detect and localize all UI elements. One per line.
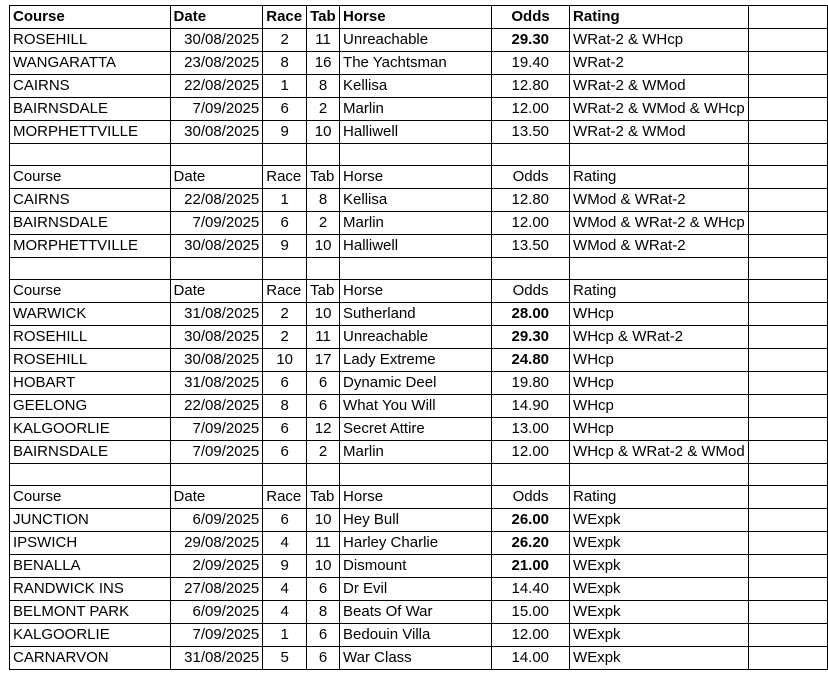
empty-cell[interactable]	[748, 372, 827, 395]
cell-rating[interactable]: WHcp & WRat-2 & WMod	[570, 441, 749, 464]
cell-race[interactable]: 8	[263, 52, 307, 75]
cell-tab[interactable]: 8	[307, 75, 340, 98]
empty-cell[interactable]	[170, 144, 263, 166]
cell-race[interactable]: 1	[263, 624, 307, 647]
cell-odds[interactable]: 14.00	[492, 647, 570, 670]
empty-cell[interactable]	[570, 144, 749, 166]
cell-date[interactable]: 23/08/2025	[170, 52, 263, 75]
table-row	[10, 29, 828, 52]
spreadsheet-table	[9, 5, 828, 670]
empty-cell[interactable]	[748, 189, 827, 212]
cell-date[interactable]: 7/09/2025	[170, 624, 263, 647]
cell-odds[interactable]: 13.50	[492, 235, 570, 258]
cell-race[interactable]: 9	[263, 235, 307, 258]
empty-cell[interactable]	[748, 441, 827, 464]
cell-horse[interactable]: Dismount	[340, 555, 492, 578]
cell-course[interactable]: BENALLA	[10, 555, 171, 578]
table-row	[10, 98, 828, 121]
header-cell-course[interactable]: Course	[10, 166, 171, 189]
header-cell-rating[interactable]: Rating	[570, 486, 749, 509]
cell-odds[interactable]: 12.00	[492, 98, 570, 121]
cell-tab[interactable]: 12	[307, 418, 340, 441]
empty-cell[interactable]	[10, 144, 171, 166]
empty-cell[interactable]	[307, 464, 340, 486]
cell-tab[interactable]: 11	[307, 29, 340, 52]
cell-race[interactable]: 9	[263, 121, 307, 144]
cell-race[interactable]: 2	[263, 303, 307, 326]
header-cell-course[interactable]: Course	[10, 486, 171, 509]
cell-odds[interactable]: 13.00	[492, 418, 570, 441]
cell-odds[interactable]: 28.00	[492, 303, 570, 326]
empty-cell[interactable]	[748, 578, 827, 601]
empty-cell[interactable]	[748, 395, 827, 418]
cell-rating[interactable]: WRat-2 & WHcp	[570, 29, 749, 52]
blank-row	[10, 464, 828, 486]
empty-cell[interactable]	[748, 418, 827, 441]
empty-cell[interactable]	[492, 144, 570, 166]
cell-horse[interactable]: Marlin	[340, 441, 492, 464]
empty-cell[interactable]	[748, 166, 827, 189]
cell-race[interactable]: 6	[263, 441, 307, 464]
blank-row	[10, 258, 828, 280]
empty-cell[interactable]	[10, 464, 171, 486]
cell-odds[interactable]: 12.00	[492, 441, 570, 464]
cell-race[interactable]: 10	[263, 349, 307, 372]
cell-horse[interactable]: Marlin	[340, 98, 492, 121]
cell-odds[interactable]: 21.00	[492, 555, 570, 578]
cell-horse[interactable]: Halliwell	[340, 121, 492, 144]
cell-tab[interactable]: 11	[307, 532, 340, 555]
cell-rating[interactable]: WExpk	[570, 532, 749, 555]
empty-cell[interactable]	[748, 464, 827, 486]
empty-cell[interactable]	[748, 509, 827, 532]
header-row	[10, 280, 828, 303]
empty-cell[interactable]	[748, 75, 827, 98]
empty-cell[interactable]	[748, 280, 827, 303]
empty-cell[interactable]	[748, 6, 827, 29]
header-cell-tab[interactable]: Tab	[307, 280, 340, 303]
cell-tab[interactable]: 6	[307, 624, 340, 647]
header-cell-horse[interactable]: Horse	[340, 6, 492, 29]
cell-date[interactable]: 22/08/2025	[170, 395, 263, 418]
cell-rating[interactable]: WRat-2 & WMod	[570, 121, 749, 144]
table-row	[10, 555, 828, 578]
cell-rating[interactable]: WExpk	[570, 555, 749, 578]
cell-horse[interactable]: Halliwell	[340, 235, 492, 258]
cell-race[interactable]: 6	[263, 372, 307, 395]
empty-cell[interactable]	[748, 647, 827, 670]
cell-odds[interactable]: 14.40	[492, 578, 570, 601]
cell-rating[interactable]: WRat-2	[570, 52, 749, 75]
table-row	[10, 303, 828, 326]
cell-horse[interactable]: Beats Of War	[340, 601, 492, 624]
cell-horse[interactable]: Sutherland	[340, 303, 492, 326]
empty-cell[interactable]	[748, 486, 827, 509]
cell-horse[interactable]: Harley Charlie	[340, 532, 492, 555]
table-row	[10, 372, 828, 395]
empty-cell[interactable]	[570, 258, 749, 280]
cell-race[interactable]: 6	[263, 212, 307, 235]
table-row	[10, 212, 828, 235]
empty-cell[interactable]	[307, 144, 340, 166]
cell-tab[interactable]: 8	[307, 189, 340, 212]
header-cell-race[interactable]: Race	[263, 280, 307, 303]
cell-tab[interactable]: 6	[307, 578, 340, 601]
header-cell-date[interactable]: Date	[170, 280, 263, 303]
cell-horse[interactable]: Unreachable	[340, 326, 492, 349]
cell-date[interactable]: 30/08/2025	[170, 121, 263, 144]
blank-row	[10, 144, 828, 166]
cell-course[interactable]: ROSEHILL	[10, 29, 171, 52]
empty-cell[interactable]	[307, 258, 340, 280]
cell-odds[interactable]: 29.30	[492, 29, 570, 52]
table-row	[10, 326, 828, 349]
cell-race[interactable]: 6	[263, 98, 307, 121]
cell-rating[interactable]: WHcp	[570, 395, 749, 418]
cell-rating[interactable]: WHcp	[570, 303, 749, 326]
header-cell-odds[interactable]: Odds	[492, 6, 570, 29]
cell-horse[interactable]: War Class	[340, 647, 492, 670]
header-cell-odds[interactable]: Odds	[492, 486, 570, 509]
empty-cell[interactable]	[263, 144, 307, 166]
cell-tab[interactable]: 16	[307, 52, 340, 75]
cell-tab[interactable]: 17	[307, 349, 340, 372]
cell-horse[interactable]: Hey Bull	[340, 509, 492, 532]
header-cell-odds[interactable]: Odds	[492, 280, 570, 303]
empty-cell[interactable]	[748, 29, 827, 52]
cell-rating[interactable]: WHcp	[570, 418, 749, 441]
cell-rating[interactable]: WExpk	[570, 578, 749, 601]
cell-tab[interactable]: 6	[307, 372, 340, 395]
cell-race[interactable]: 1	[263, 189, 307, 212]
header-cell-horse[interactable]: Horse	[340, 486, 492, 509]
cell-course[interactable]: WARWICK	[10, 303, 171, 326]
header-cell-odds[interactable]: Odds	[492, 166, 570, 189]
cell-odds[interactable]: 13.50	[492, 121, 570, 144]
cell-odds[interactable]: 12.00	[492, 212, 570, 235]
cell-date[interactable]: 30/08/2025	[170, 349, 263, 372]
empty-cell[interactable]	[570, 464, 749, 486]
cell-race[interactable]: 1	[263, 75, 307, 98]
cell-odds[interactable]: 24.80	[492, 349, 570, 372]
empty-cell[interactable]	[170, 258, 263, 280]
table-row	[10, 189, 828, 212]
cell-rating[interactable]: WExpk	[570, 601, 749, 624]
cell-course[interactable]: CARNARVON	[10, 647, 171, 670]
cell-horse[interactable]: What You Will	[340, 395, 492, 418]
cell-course[interactable]: MORPHETTVILLE	[10, 121, 171, 144]
empty-cell[interactable]	[748, 326, 827, 349]
cell-race[interactable]: 8	[263, 395, 307, 418]
cell-course[interactable]: RANDWICK INS	[10, 578, 171, 601]
cell-tab[interactable]: 8	[307, 601, 340, 624]
cell-rating[interactable]: WMod & WRat-2	[570, 189, 749, 212]
empty-cell[interactable]	[263, 258, 307, 280]
cell-course[interactable]: CAIRNS	[10, 189, 171, 212]
cell-horse[interactable]: Dr Evil	[340, 578, 492, 601]
cell-odds[interactable]: 12.00	[492, 624, 570, 647]
cell-odds[interactable]: 26.20	[492, 532, 570, 555]
cell-course[interactable]: BAIRNSDALE	[10, 441, 171, 464]
cell-course[interactable]: KALGOORLIE	[10, 624, 171, 647]
empty-cell[interactable]	[748, 52, 827, 75]
empty-cell[interactable]	[748, 98, 827, 121]
cell-course[interactable]: ROSEHILL	[10, 349, 171, 372]
table-row	[10, 578, 828, 601]
header-row	[10, 166, 828, 189]
cell-date[interactable]: 31/08/2025	[170, 372, 263, 395]
cell-tab[interactable]: 6	[307, 395, 340, 418]
table-row	[10, 509, 828, 532]
cell-odds[interactable]: 29.30	[492, 326, 570, 349]
cell-race[interactable]: 4	[263, 601, 307, 624]
cell-rating[interactable]: WMod & WRat-2	[570, 235, 749, 258]
cell-tab[interactable]: 10	[307, 555, 340, 578]
empty-cell[interactable]	[748, 121, 827, 144]
table-row	[10, 52, 828, 75]
cell-race[interactable]: 4	[263, 578, 307, 601]
empty-cell[interactable]	[10, 258, 171, 280]
cell-date[interactable]: 7/09/2025	[170, 98, 263, 121]
cell-rating[interactable]: WExpk	[570, 624, 749, 647]
cell-date[interactable]: 27/08/2025	[170, 578, 263, 601]
cell-odds[interactable]: 19.80	[492, 372, 570, 395]
table-row	[10, 601, 828, 624]
cell-tab[interactable]: 2	[307, 441, 340, 464]
cell-rating[interactable]: WHcp & WRat-2	[570, 326, 749, 349]
cell-course[interactable]: HOBART	[10, 372, 171, 395]
header-cell-tab[interactable]: Tab	[307, 6, 340, 29]
cell-tab[interactable]: 10	[307, 121, 340, 144]
cell-horse[interactable]: Unreachable	[340, 29, 492, 52]
empty-cell[interactable]	[170, 464, 263, 486]
cell-course[interactable]: GEELONG	[10, 395, 171, 418]
cell-date[interactable]: 7/09/2025	[170, 441, 263, 464]
empty-cell[interactable]	[340, 464, 492, 486]
empty-cell[interactable]	[748, 349, 827, 372]
header-cell-race[interactable]: Race	[263, 486, 307, 509]
empty-cell[interactable]	[748, 532, 827, 555]
cell-date[interactable]: 31/08/2025	[170, 303, 263, 326]
header-cell-tab[interactable]: Tab	[307, 166, 340, 189]
header-cell-rating[interactable]: Rating	[570, 280, 749, 303]
cell-rating[interactable]: WHcp	[570, 349, 749, 372]
cell-date[interactable]: 22/08/2025	[170, 75, 263, 98]
header-cell-course[interactable]: Course	[10, 280, 171, 303]
header-row	[10, 486, 828, 509]
table-row	[10, 235, 828, 258]
cell-date[interactable]: 30/08/2025	[170, 326, 263, 349]
empty-cell[interactable]	[748, 144, 827, 166]
cell-race[interactable]: 9	[263, 555, 307, 578]
empty-cell[interactable]	[340, 258, 492, 280]
cell-date[interactable]: 6/09/2025	[170, 509, 263, 532]
cell-odds[interactable]: 19.40	[492, 52, 570, 75]
cell-rating[interactable]: WRat-2 & WMod	[570, 75, 749, 98]
cell-tab[interactable]: 6	[307, 647, 340, 670]
cell-odds[interactable]: 14.90	[492, 395, 570, 418]
empty-cell[interactable]	[748, 258, 827, 280]
empty-cell[interactable]	[748, 555, 827, 578]
cell-course[interactable]: IPSWICH	[10, 532, 171, 555]
cell-date[interactable]: 30/08/2025	[170, 235, 263, 258]
cell-horse[interactable]: Dynamic Deel	[340, 372, 492, 395]
header-cell-course[interactable]: Course	[10, 6, 171, 29]
cell-course[interactable]: BELMONT PARK	[10, 601, 171, 624]
cell-rating[interactable]: WMod & WRat-2 & WHcp	[570, 212, 749, 235]
cell-odds[interactable]: 15.00	[492, 601, 570, 624]
cell-course[interactable]: KALGOORLIE	[10, 418, 171, 441]
cell-horse[interactable]: Secret Attire	[340, 418, 492, 441]
empty-cell[interactable]	[748, 624, 827, 647]
table-row	[10, 121, 828, 144]
cell-horse[interactable]: Kellisa	[340, 189, 492, 212]
table-row	[10, 395, 828, 418]
cell-race[interactable]: 2	[263, 29, 307, 52]
empty-cell[interactable]	[748, 235, 827, 258]
cell-race[interactable]: 2	[263, 326, 307, 349]
table-row	[10, 624, 828, 647]
empty-cell[interactable]	[492, 464, 570, 486]
empty-cell[interactable]	[340, 144, 492, 166]
cell-race[interactable]: 5	[263, 647, 307, 670]
cell-tab[interactable]: 2	[307, 212, 340, 235]
cell-horse[interactable]: Bedouin Villa	[340, 624, 492, 647]
cell-horse[interactable]: The Yachtsman	[340, 52, 492, 75]
header-cell-date[interactable]: Date	[170, 166, 263, 189]
cell-tab[interactable]: 2	[307, 98, 340, 121]
cell-date[interactable]: 31/08/2025	[170, 647, 263, 670]
empty-cell[interactable]	[748, 303, 827, 326]
header-cell-horse[interactable]: Horse	[340, 280, 492, 303]
cell-horse[interactable]: Kellisa	[340, 75, 492, 98]
cell-odds[interactable]: 12.80	[492, 75, 570, 98]
empty-cell[interactable]	[748, 601, 827, 624]
header-cell-horse[interactable]: Horse	[340, 166, 492, 189]
table-row	[10, 349, 828, 372]
table-row	[10, 532, 828, 555]
cell-tab[interactable]: 10	[307, 303, 340, 326]
cell-date[interactable]: 7/09/2025	[170, 418, 263, 441]
cell-date[interactable]: 7/09/2025	[170, 212, 263, 235]
cell-date[interactable]: 2/09/2025	[170, 555, 263, 578]
cell-race[interactable]: 4	[263, 532, 307, 555]
empty-cell[interactable]	[263, 464, 307, 486]
header-cell-race[interactable]: Race	[263, 166, 307, 189]
cell-course[interactable]: MORPHETTVILLE	[10, 235, 171, 258]
cell-rating[interactable]: WRat-2 & WMod & WHcp	[570, 98, 749, 121]
header-cell-race[interactable]: Race	[263, 6, 307, 29]
cell-rating[interactable]: WHcp	[570, 372, 749, 395]
cell-odds[interactable]: 12.80	[492, 189, 570, 212]
cell-date[interactable]: 29/08/2025	[170, 532, 263, 555]
cell-date[interactable]: 6/09/2025	[170, 601, 263, 624]
cell-race[interactable]: 6	[263, 418, 307, 441]
empty-cell[interactable]	[748, 212, 827, 235]
header-row	[10, 6, 828, 29]
cell-rating[interactable]: WExpk	[570, 647, 749, 670]
cell-rating[interactable]: WExpk	[570, 509, 749, 532]
header-cell-tab[interactable]: Tab	[307, 486, 340, 509]
header-cell-rating[interactable]: Rating	[570, 166, 749, 189]
cell-course[interactable]: WANGARATTA	[10, 52, 171, 75]
header-cell-date[interactable]: Date	[170, 486, 263, 509]
header-cell-date[interactable]: Date	[170, 6, 263, 29]
cell-course[interactable]: BAIRNSDALE	[10, 98, 171, 121]
cell-tab[interactable]: 10	[307, 235, 340, 258]
cell-tab[interactable]: 11	[307, 326, 340, 349]
cell-date[interactable]: 30/08/2025	[170, 29, 263, 52]
header-cell-rating[interactable]: Rating	[570, 6, 749, 29]
cell-race[interactable]: 6	[263, 509, 307, 532]
table-row	[10, 75, 828, 98]
cell-course[interactable]: ROSEHILL	[10, 326, 171, 349]
cell-odds[interactable]: 26.00	[492, 509, 570, 532]
table-row	[10, 441, 828, 464]
cell-course[interactable]: BAIRNSDALE	[10, 212, 171, 235]
table-row	[10, 647, 828, 670]
cell-course[interactable]: JUNCTION	[10, 509, 171, 532]
cell-horse[interactable]: Marlin	[340, 212, 492, 235]
cell-date[interactable]: 22/08/2025	[170, 189, 263, 212]
empty-cell[interactable]	[492, 258, 570, 280]
table-row	[10, 418, 828, 441]
cell-horse[interactable]: Lady Extreme	[340, 349, 492, 372]
cell-course[interactable]: CAIRNS	[10, 75, 171, 98]
cell-tab[interactable]: 10	[307, 509, 340, 532]
